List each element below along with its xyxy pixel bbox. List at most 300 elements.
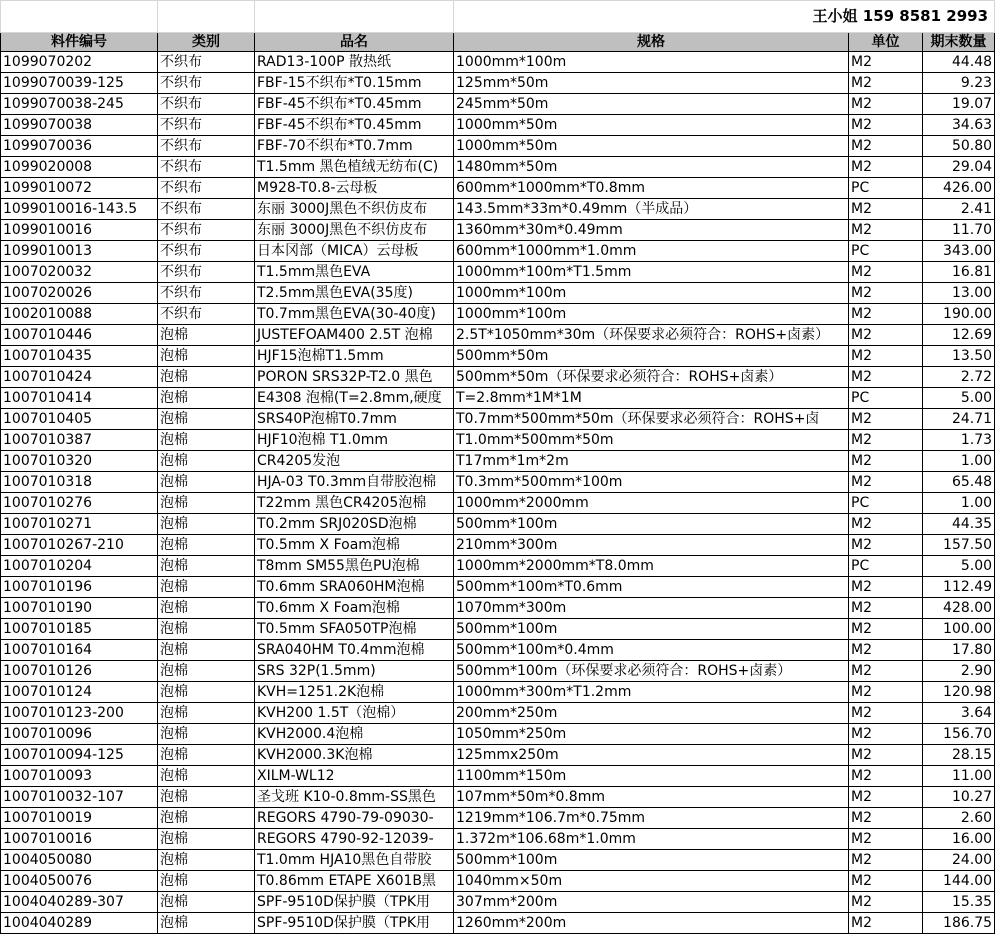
table-row [1,199,995,220]
product-name-cell[interactable]: RAD13-100P 散热纸 [255,52,454,73]
category-cell[interactable]: 不织布 [158,52,255,73]
item-code-cell[interactable]: 1007020026 [1,283,158,304]
quantity-cell[interactable]: 186.75 [923,913,995,934]
unit-cell[interactable]: M2 [849,724,923,745]
item-code-cell[interactable]: 1007010185 [1,619,158,640]
quantity-cell[interactable]: 50.80 [923,136,995,157]
unit-cell[interactable]: M2 [849,262,923,283]
unit-cell[interactable]: M2 [849,535,923,556]
quantity-cell[interactable]: 65.48 [923,472,995,493]
unit-cell[interactable]: M2 [849,325,923,346]
unit-cell[interactable]: M2 [849,640,923,661]
category-cell[interactable]: 泡棉 [158,325,255,346]
item-code-cell[interactable]: 1007010016 [1,829,158,850]
table-row [1,661,995,682]
table-row [1,52,995,73]
product-name-cell[interactable]: SPF-9510D保护膜（TPK用 [255,892,454,913]
quantity-cell[interactable]: 13.00 [923,283,995,304]
table-row [1,115,995,136]
category-cell[interactable]: 泡棉 [158,850,255,871]
item-code-cell[interactable]: 1099010016 [1,220,158,241]
category-cell[interactable]: 泡棉 [158,913,255,934]
unit-cell[interactable]: M2 [849,430,923,451]
category-cell[interactable]: 不织布 [158,283,255,304]
unit-cell[interactable]: M2 [849,451,923,472]
table-row [1,850,995,871]
column-header-ending-quantity[interactable]: 期末数量 [923,33,995,52]
quantity-cell[interactable]: 44.35 [923,514,995,535]
table-row [1,493,995,514]
item-code-cell[interactable]: 1007010124 [1,682,158,703]
table-row [1,409,995,430]
item-code-cell[interactable]: 1007010276 [1,493,158,514]
quantity-cell[interactable]: 343.00 [923,241,995,262]
item-code-cell[interactable]: 1099010016-143.5 [1,199,158,220]
product-name-cell[interactable]: FBF-45不织布*T0.45mm [255,115,454,136]
product-name-cell[interactable]: T0.6mm X Foam泡棉 [255,598,454,619]
specification-cell[interactable]: 500mm*100m [454,850,849,871]
category-cell[interactable]: 泡棉 [158,409,255,430]
quantity-cell[interactable]: 17.80 [923,640,995,661]
specification-cell[interactable]: 200mm*250m [454,703,849,724]
quantity-cell[interactable]: 19.07 [923,94,995,115]
product-name-cell[interactable]: KVH=1251.2K泡棉 [255,682,454,703]
quantity-cell[interactable]: 2.60 [923,808,995,829]
unit-cell[interactable]: M2 [849,73,923,94]
table-row [1,703,995,724]
product-name-cell[interactable]: T0.5mm SFA050TP泡棉 [255,619,454,640]
item-code-cell[interactable]: 1004040289 [1,913,158,934]
unit-cell[interactable]: M2 [849,850,923,871]
unit-cell[interactable]: PC [849,556,923,577]
product-name-cell[interactable]: 东丽 3000J黑色不织仿皮布 [255,220,454,241]
unit-cell[interactable]: PC [849,241,923,262]
item-code-cell[interactable]: 1004050076 [1,871,158,892]
unit-cell[interactable]: M2 [849,304,923,325]
column-header-specification[interactable]: 规格 [454,33,849,52]
specification-cell[interactable]: 1000mm*2000mm*T8.0mm [454,556,849,577]
item-code-cell[interactable]: 1007010126 [1,661,158,682]
table-body [1,52,995,934]
product-name-cell[interactable]: T2.5mm黑色EVA(35度) [255,283,454,304]
item-code-cell[interactable]: 1007010164 [1,640,158,661]
unit-cell[interactable]: M2 [849,283,923,304]
unit-cell[interactable]: M2 [849,829,923,850]
quantity-cell[interactable]: 44.48 [923,52,995,73]
table-row [1,913,995,934]
product-name-cell[interactable]: T0.86mm ETAPE X601B黑 [255,871,454,892]
category-cell[interactable]: 泡棉 [158,871,255,892]
table-row [1,220,995,241]
unit-cell[interactable]: M2 [849,367,923,388]
specification-cell[interactable]: 1040mm×50m [454,871,849,892]
table-row [1,514,995,535]
unit-cell[interactable]: M2 [849,619,923,640]
category-cell[interactable]: 泡棉 [158,703,255,724]
product-name-cell[interactable]: PORON SRS32P-T2.0 黑色 [255,367,454,388]
unit-cell[interactable]: M2 [849,346,923,367]
product-name-cell[interactable]: T1.0mm HJA10黑色自带胶 [255,850,454,871]
quantity-cell[interactable]: 11.70 [923,220,995,241]
product-name-cell[interactable]: JUSTEFOAM400 2.5T 泡棉 [255,325,454,346]
category-cell[interactable]: 泡棉 [158,892,255,913]
product-name-cell[interactable]: FBF-15不织布*T0.15mm [255,73,454,94]
category-cell[interactable]: 泡棉 [158,472,255,493]
quantity-cell[interactable]: 15.35 [923,892,995,913]
category-cell[interactable]: 不织布 [158,136,255,157]
quantity-cell[interactable]: 12.69 [923,325,995,346]
specification-cell[interactable]: 1260mm*200m [454,913,849,934]
column-header-product-name[interactable]: 品名 [255,33,454,52]
unit-cell[interactable]: M2 [849,472,923,493]
quantity-cell[interactable]: 157.50 [923,535,995,556]
item-code-cell[interactable]: 1099010013 [1,241,158,262]
quantity-cell[interactable]: 1.00 [923,493,995,514]
category-cell[interactable]: 不织布 [158,199,255,220]
specification-cell[interactable]: 125mmx250m [454,745,849,766]
table-row [1,73,995,94]
specification-cell[interactable]: 1000mm*100m [454,52,849,73]
specification-cell[interactable]: T1.0mm*500mm*50m [454,430,849,451]
table-row [1,619,995,640]
quantity-cell[interactable]: 29.04 [923,157,995,178]
category-cell[interactable]: 不织布 [158,262,255,283]
specification-cell[interactable]: 143.5mm*33m*0.49mm（半成品） [454,199,849,220]
product-name-cell[interactable]: M928-T0.8-云母板 [255,178,454,199]
unit-cell[interactable]: M2 [849,136,923,157]
empty-cell[interactable] [255,1,454,33]
category-cell[interactable]: 泡棉 [158,577,255,598]
quantity-cell[interactable]: 16.81 [923,262,995,283]
item-code-cell[interactable]: 1007010096 [1,724,158,745]
specification-cell[interactable]: 1000mm*300m*T1.2mm [454,682,849,703]
category-cell[interactable]: 泡棉 [158,808,255,829]
table-row [1,472,995,493]
specification-cell[interactable]: 500mm*100m*0.4mm [454,640,849,661]
specification-cell[interactable]: 500mm*100m [454,514,849,535]
category-cell[interactable]: 泡棉 [158,640,255,661]
table-row [1,367,995,388]
table-row [1,178,995,199]
quantity-cell[interactable]: 190.00 [923,304,995,325]
quantity-cell[interactable]: 428.00 [923,598,995,619]
quantity-cell[interactable]: 144.00 [923,871,995,892]
contact-cell[interactable]: 王小姐 159 8581 2993 [454,1,995,33]
quantity-cell[interactable]: 13.50 [923,346,995,367]
product-name-cell[interactable]: T8mm SM55黑色PU泡棉 [255,556,454,577]
product-name-cell[interactable]: KVH2000.4泡棉 [255,724,454,745]
category-cell[interactable]: 泡棉 [158,598,255,619]
specification-cell[interactable]: 2.5T*1050mm*30m（环保要求必须符合：ROHS+卤素） [454,325,849,346]
category-cell[interactable]: 泡棉 [158,619,255,640]
specification-cell[interactable]: 1360mm*30m*0.49mm [454,220,849,241]
unit-cell[interactable]: M2 [849,787,923,808]
specification-cell[interactable]: 1070mm*300m [454,598,849,619]
item-code-cell[interactable]: 1007010267-210 [1,535,158,556]
unit-cell[interactable]: M2 [849,157,923,178]
product-name-cell[interactable]: SRS 32P(1.5mm) [255,661,454,682]
item-code-cell[interactable]: 1007010387 [1,430,158,451]
product-name-cell[interactable]: XILM-WL12 [255,766,454,787]
unit-cell[interactable]: M2 [849,115,923,136]
category-cell[interactable]: 泡棉 [158,493,255,514]
header-row [1,33,995,52]
table-row [1,304,995,325]
empty-cell[interactable] [1,1,158,33]
category-cell[interactable]: 不织布 [158,94,255,115]
item-code-cell[interactable]: 1007010424 [1,367,158,388]
specification-cell[interactable]: 1000mm*50m [454,136,849,157]
specification-cell[interactable]: 500mm*50m（环保要求必须符合：ROHS+卤素） [454,367,849,388]
quantity-cell[interactable]: 1.73 [923,430,995,451]
specification-cell[interactable]: T=2.8mm*1M*1M [454,388,849,409]
product-name-cell[interactable]: SPF-9510D保护膜（TPK用 [255,913,454,934]
product-name-cell[interactable]: FBF-70不织布*T0.7mm [255,136,454,157]
product-name-cell[interactable]: T1.5mm黑色EVA [255,262,454,283]
unit-cell[interactable]: M2 [849,808,923,829]
unit-cell[interactable]: M2 [849,514,923,535]
category-cell[interactable]: 不织布 [158,241,255,262]
unit-cell[interactable]: M2 [849,661,923,682]
specification-cell[interactable]: 500mm*100m*T0.6mm [454,577,849,598]
category-cell[interactable]: 泡棉 [158,829,255,850]
specification-cell[interactable]: 500mm*50m [454,346,849,367]
table-row [1,871,995,892]
product-name-cell[interactable]: REGORS 4790-79-09030- [255,808,454,829]
specification-cell[interactable]: T0.7mm*500mm*50m（环保要求必须符合：ROHS+卤 [454,409,849,430]
table-row [1,451,995,472]
quantity-cell[interactable]: 34.63 [923,115,995,136]
specification-cell[interactable]: 500mm*100m [454,619,849,640]
table-row [1,766,995,787]
specification-cell[interactable]: 1219mm*106.7m*0.75mm [454,808,849,829]
item-code-cell[interactable]: 1099070038 [1,115,158,136]
quantity-cell[interactable]: 120.98 [923,682,995,703]
category-cell[interactable]: 泡棉 [158,682,255,703]
quantity-cell[interactable]: 426.00 [923,178,995,199]
category-cell[interactable]: 泡棉 [158,766,255,787]
unit-cell[interactable]: PC [849,493,923,514]
column-header-category[interactable]: 类别 [158,33,255,52]
product-name-cell[interactable]: SRA040HM T0.4mm泡棉 [255,640,454,661]
unit-cell[interactable]: M2 [849,682,923,703]
unit-cell[interactable]: M2 [849,94,923,115]
table-row [1,283,995,304]
product-name-cell[interactable]: HJF10泡棉 T1.0mm [255,430,454,451]
specification-cell[interactable]: T0.3mm*500mm*100m [454,472,849,493]
category-cell[interactable]: 不织布 [158,304,255,325]
category-cell[interactable]: 泡棉 [158,745,255,766]
item-code-cell[interactable]: 1007010435 [1,346,158,367]
table-row [1,598,995,619]
table-row [1,535,995,556]
unit-cell[interactable]: PC [849,388,923,409]
quantity-cell[interactable]: 2.90 [923,661,995,682]
table-row [1,787,995,808]
product-name-cell[interactable]: T0.7mm黑色EVA(30-40度) [255,304,454,325]
category-cell[interactable]: 不织布 [158,115,255,136]
item-code-cell[interactable]: 1007010271 [1,514,158,535]
quantity-cell[interactable]: 2.72 [923,367,995,388]
unit-cell[interactable]: M2 [849,598,923,619]
table-row [1,556,995,577]
specification-cell[interactable]: T17mm*1m*2m [454,451,849,472]
unit-cell[interactable]: M2 [849,409,923,430]
quantity-cell[interactable]: 24.00 [923,850,995,871]
unit-cell[interactable]: M2 [849,52,923,73]
quantity-cell[interactable]: 100.00 [923,619,995,640]
column-header-item-code[interactable]: 料件编号 [1,33,158,52]
unit-cell[interactable]: PC [849,178,923,199]
table-row [1,262,995,283]
unit-cell[interactable]: M2 [849,913,923,934]
category-cell[interactable]: 泡棉 [158,367,255,388]
quantity-cell[interactable]: 28.15 [923,745,995,766]
product-name-cell[interactable]: T0.5mm X Foam泡棉 [255,535,454,556]
category-cell[interactable]: 不织布 [158,220,255,241]
unit-cell[interactable]: M2 [849,577,923,598]
table-row [1,808,995,829]
item-code-cell[interactable]: 1099070038-245 [1,94,158,115]
specification-cell[interactable]: 1000mm*50m [454,115,849,136]
specification-cell[interactable]: 600mm*1000mm*1.0mm [454,241,849,262]
product-name-cell[interactable]: 东丽 3000J黑色不织仿皮布 [255,199,454,220]
product-name-cell[interactable]: T0.2mm SRJ020SD泡棉 [255,514,454,535]
category-cell[interactable]: 泡棉 [158,535,255,556]
specification-cell[interactable]: 307mm*200m [454,892,849,913]
quantity-cell[interactable]: 2.41 [923,199,995,220]
table-row [1,724,995,745]
category-cell[interactable]: 泡棉 [158,556,255,577]
quantity-cell[interactable]: 5.00 [923,556,995,577]
specification-cell[interactable]: 1000mm*100m [454,283,849,304]
product-name-cell[interactable]: KVH2000.3K泡棉 [255,745,454,766]
specification-cell[interactable]: 107mm*50m*0.8mm [454,787,849,808]
unit-cell[interactable]: M2 [849,745,923,766]
category-cell[interactable]: 泡棉 [158,388,255,409]
category-cell[interactable]: 泡棉 [158,451,255,472]
item-code-cell[interactable]: 1099070036 [1,136,158,157]
item-code-cell[interactable]: 1004050080 [1,850,158,871]
item-code-cell[interactable]: 1007010094-125 [1,745,158,766]
unit-cell[interactable]: M2 [849,199,923,220]
item-code-cell[interactable]: 1099020008 [1,157,158,178]
item-code-cell[interactable]: 1007020032 [1,262,158,283]
category-cell[interactable]: 泡棉 [158,724,255,745]
quantity-cell[interactable]: 11.00 [923,766,995,787]
product-name-cell[interactable]: FBF-45不织布*T0.45mm [255,94,454,115]
item-code-cell[interactable]: 1007010190 [1,598,158,619]
item-code-cell[interactable]: 1007010318 [1,472,158,493]
specification-cell[interactable]: 210mm*300m [454,535,849,556]
specification-cell[interactable]: 500mm*100m（环保要求必须符合：ROHS+卤素） [454,661,849,682]
specification-cell[interactable]: 125mm*50m [454,73,849,94]
product-name-cell[interactable]: T1.5mm 黑色植绒无纺布(C) [255,157,454,178]
item-code-cell[interactable]: 1007010414 [1,388,158,409]
product-name-cell[interactable]: HJF15泡棉T1.5mm [255,346,454,367]
item-code-cell[interactable]: 1007010019 [1,808,158,829]
product-name-cell[interactable]: CR4205发泡 [255,451,454,472]
table-row [1,157,995,178]
product-name-cell[interactable]: T0.6mm SRA060HM泡棉 [255,577,454,598]
specification-cell[interactable]: 1000mm*2000mm [454,493,849,514]
product-name-cell[interactable]: 日本冈部（MICA）云母板 [255,241,454,262]
category-cell[interactable]: 不织布 [158,157,255,178]
item-code-cell[interactable]: 1007010204 [1,556,158,577]
table-row [1,241,995,262]
item-code-cell[interactable]: 1007010093 [1,766,158,787]
unit-cell[interactable]: M2 [849,703,923,724]
quantity-cell[interactable]: 5.00 [923,388,995,409]
quantity-cell[interactable]: 9.23 [923,73,995,94]
table-row [1,136,995,157]
quantity-cell[interactable]: 3.64 [923,703,995,724]
item-code-cell[interactable]: 1007010032-107 [1,787,158,808]
item-code-cell[interactable]: 1007010123-200 [1,703,158,724]
item-code-cell[interactable]: 1099010072 [1,178,158,199]
empty-cell[interactable] [158,1,255,33]
item-code-cell[interactable]: 1007010446 [1,325,158,346]
product-name-cell[interactable]: KVH200 1.5T（泡棉） [255,703,454,724]
unit-cell[interactable]: M2 [849,871,923,892]
product-name-cell[interactable]: SRS40P泡棉T0.7mm [255,409,454,430]
item-code-cell[interactable]: 1007010196 [1,577,158,598]
table-row [1,892,995,913]
item-code-cell[interactable]: 1004040289-307 [1,892,158,913]
specification-cell[interactable]: 245mm*50m [454,94,849,115]
quantity-cell[interactable]: 156.70 [923,724,995,745]
quantity-cell[interactable]: 112.49 [923,577,995,598]
unit-cell[interactable]: M2 [849,220,923,241]
item-code-cell[interactable]: 1002010088 [1,304,158,325]
category-cell[interactable]: 不织布 [158,178,255,199]
product-name-cell[interactable]: E4308 泡棉(T=2.8mm,硬度 [255,388,454,409]
category-cell[interactable]: 泡棉 [158,514,255,535]
product-name-cell[interactable]: 圣戈班 K10-0.8mm-SS黑色 [255,787,454,808]
unit-cell[interactable]: M2 [849,892,923,913]
table-row [1,346,995,367]
specification-cell[interactable]: 1480mm*50m [454,157,849,178]
category-cell[interactable]: 泡棉 [158,346,255,367]
specification-cell[interactable]: 600mm*1000mm*T0.8mm [454,178,849,199]
quantity-cell[interactable]: 16.00 [923,829,995,850]
column-header-unit[interactable]: 单位 [849,33,923,52]
table-row [1,325,995,346]
item-code-cell[interactable]: 1099070039-125 [1,73,158,94]
quantity-cell[interactable]: 24.71 [923,409,995,430]
item-code-cell[interactable]: 1007010320 [1,451,158,472]
product-name-cell[interactable]: REGORS 4790-92-12039- [255,829,454,850]
specification-cell[interactable]: 1050mm*250m [454,724,849,745]
specification-cell[interactable]: 1100mm*150m [454,766,849,787]
item-code-cell[interactable]: 1007010405 [1,409,158,430]
product-name-cell[interactable]: T22mm 黑色CR4205泡棉 [255,493,454,514]
table-row [1,682,995,703]
quantity-cell[interactable]: 1.00 [923,451,995,472]
category-cell[interactable]: 泡棉 [158,787,255,808]
category-cell[interactable]: 泡棉 [158,430,255,451]
product-name-cell[interactable]: HJA-03 T0.3mm自带胶泡棉 [255,472,454,493]
table-row [1,829,995,850]
unit-cell[interactable]: M2 [849,766,923,787]
category-cell[interactable]: 不织布 [158,73,255,94]
item-code-cell[interactable]: 1099070202 [1,52,158,73]
specification-cell[interactable]: 1000mm*100m*T1.5mm [454,262,849,283]
category-cell[interactable]: 泡棉 [158,661,255,682]
quantity-cell[interactable]: 10.27 [923,787,995,808]
specification-cell[interactable]: 1.372m*106.68m*1.0mm [454,829,849,850]
specification-cell[interactable]: 1000mm*100m [454,304,849,325]
